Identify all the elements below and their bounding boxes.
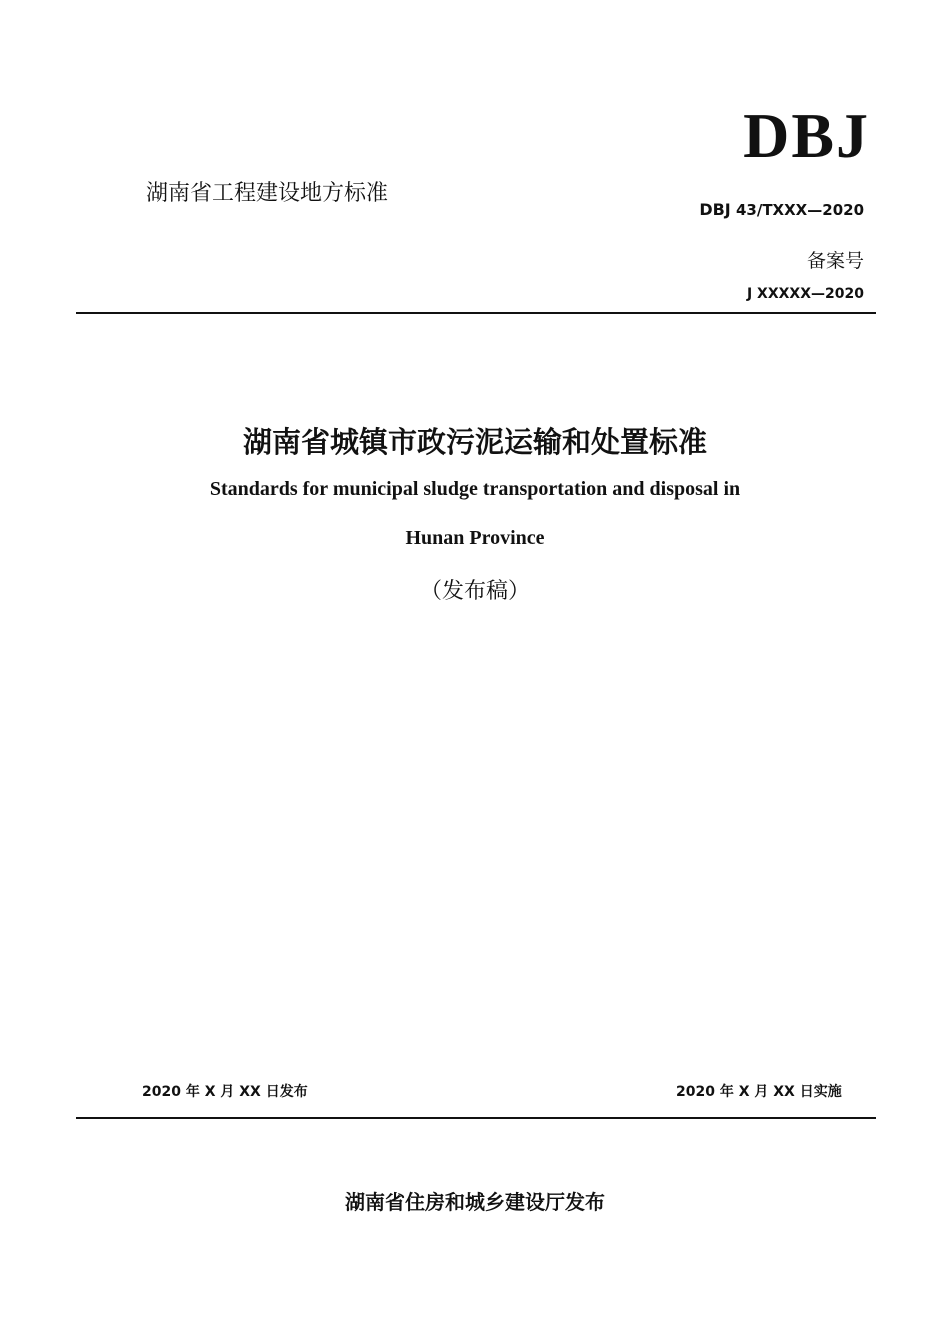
series-title: 湖南省工程建设地方标准 (146, 181, 389, 206)
draft-label: （发布稿） (419, 579, 530, 604)
standard-code (699, 200, 864, 219)
record-number: J XXXXX—2020 (746, 286, 864, 302)
bottom-divider (76, 1117, 876, 1119)
title-english-line1: Standards for municipal sludge transportation and disposal in (209, 478, 741, 500)
issuer: 湖南省住房和城乡建设厅发布 (345, 1190, 605, 1214)
title-chinese: 湖南省城镇市政污泥运输和处置标准 (242, 425, 707, 459)
implement-date: 2020 年 X 月 XX 日实施 (676, 1084, 842, 1100)
top-divider (76, 312, 876, 314)
title-english-line2: Hunan Province (405, 527, 545, 549)
dbj-logo: DBJ (743, 100, 870, 171)
record-label: 备案号 (806, 250, 864, 272)
standard-code-prefix: DBJ (699, 200, 731, 219)
publish-date: 2020 年 X 月 XX 日发布 (142, 1084, 308, 1100)
standard-code-number: 43/TXXX—2020 (730, 201, 864, 219)
